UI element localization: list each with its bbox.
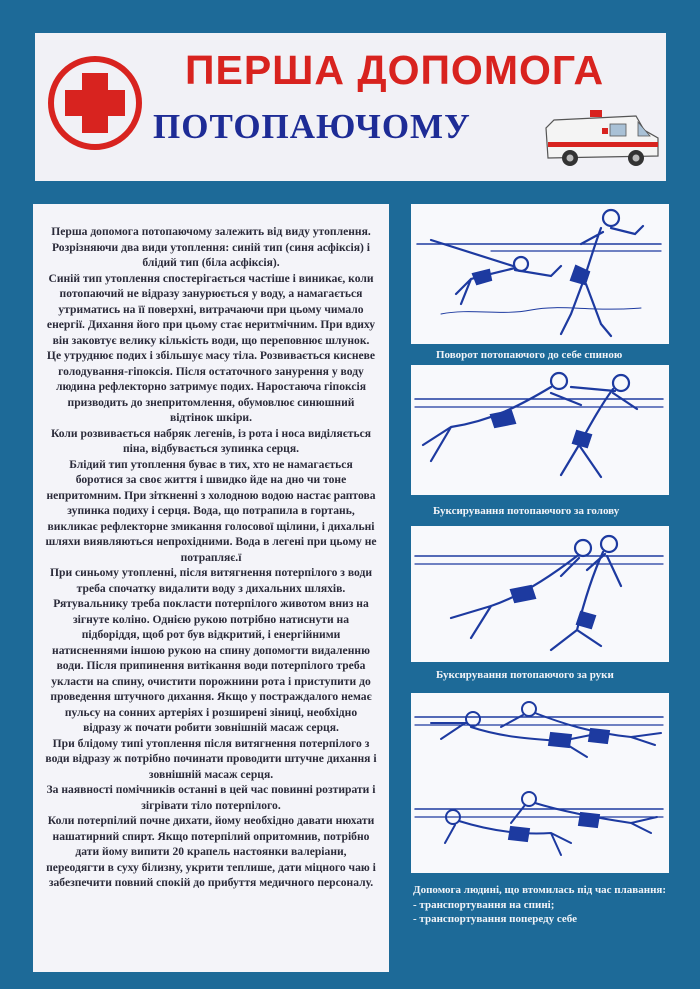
text-paragraph: При блідому типі утоплення після витягнення потерпілого з води відразу ж потрібно починати проводити штучне дихання і зовнішній масаж серця. — [45, 736, 377, 781]
caption-panel4-line3: - транспортування попереду себе — [413, 913, 578, 925]
illustration-towing-by-arms — [411, 526, 669, 662]
illustration-tired-swimmer — [411, 693, 669, 873]
red-cross-icon — [47, 55, 143, 151]
caption-panel4 — [413, 883, 673, 927]
header-banner — [35, 33, 666, 181]
caption-panel4-line2: - транспортування на спині; — [413, 898, 555, 911]
text-paragraph: За наявності помічників останні в цей час повинні розтирати і зігрівати тіло потерпілого. — [46, 783, 376, 812]
page-subtitle: ПОТОПАЮЧОМУ — [153, 107, 471, 146]
caption-panel4-line1: Допомога людині, що втомилась під час плавання: — [413, 884, 667, 896]
text-paragraph: При синьому утопленні, після витягнення потерпілого з води треба спочатку видалити воду з дихальних шляхів. Рятувальнику треба покласти потерпілого животом вниз на зігнуте коліно. Однією рукою потрібно натиснути на підборіддя, щоб рот був відкритий, і енергійними натисненнями іншою рукою на спину допомогти видаленню води. Після припинення витікання води потерпілого треба укласти на спину, очистити порожнини рота і приступити до проведення штучного дихання. Якщо у постраждалого немає пульсу на сонних артеріях і розширені зіниці, необхідно відразу ж почати робити зовнішній масаж серця. — [49, 566, 373, 734]
main-text-panel — [33, 204, 389, 972]
text-paragraph: Синій тип утоплення спостерігається частіше і виникає, коли потопаючий не відразу занурюється у воду, а намагається утриматись на її поверхні, витрачаючи при цьому чимало енергії. Дихання його при цьому стає неритмічним. При вдиху він заковтує велику кількість води, що переповнює шлунок. Це утруднює подих і збільшує масу тіла. Розвивається кисневе голодування-гіпоксія. Після остаточного занурення у воду людина рефлекторно затримує подих. Наростаюча гіпоксія призводить до знепритомлення, обумовлює синюшний відтінок шкіри. — [46, 271, 376, 424]
text-paragraph: Коли потерпілий почне дихати, йому необхідно давати нюхати нашатирний спирт. Якщо потерпілий опритомнив, потрібно дати йому випити 20 крапель настоянки валеріани, переодягти в суху білизну, укрити теплише, дати міцного чаю і забезпечити повний спокій до прибуття медичного персоналу. — [46, 814, 376, 889]
text-paragraph: Блідий тип утоплення буває в тих, хто не намагається боротися за своє життя і швидко йде на дно чи тоне непритомним. При зіткненні з холодною водою настає раптова зупинка подиху і серця. Вода, що потрапила в гортань, викликає рефлекторне змикання голосової щілини, і дихальні шляхи виявляються непрохідними. Вода в легені при цьому не потрапляє.ї — [45, 457, 377, 564]
caption-panel3: Буксирування потопаючого за руки — [436, 669, 614, 681]
illustration-turning-victim — [411, 204, 669, 344]
text-paragraph: Перша допомога потопаючому залежить від виду утоплення. — [51, 225, 371, 238]
instructions-text — [45, 224, 377, 891]
caption-panel2: Буксирування потопаючого за голову — [433, 505, 620, 517]
illustration-towing-by-head — [411, 365, 669, 495]
ambulance-icon — [540, 108, 662, 170]
caption-panel1: Поворот потопаючого до себе спиною — [436, 349, 623, 361]
text-paragraph: Коли розвивається набряк легенів, із рота і носа виділяється піна, відбувається зупинка серця. — [50, 426, 372, 455]
page-title: ПЕРША ДОПОМОГА — [185, 47, 605, 93]
text-paragraph: Розрізняючи два види утоплення: синій тип (синя асфіксія) і блідий тип (біла асфіксія). — [52, 240, 370, 269]
